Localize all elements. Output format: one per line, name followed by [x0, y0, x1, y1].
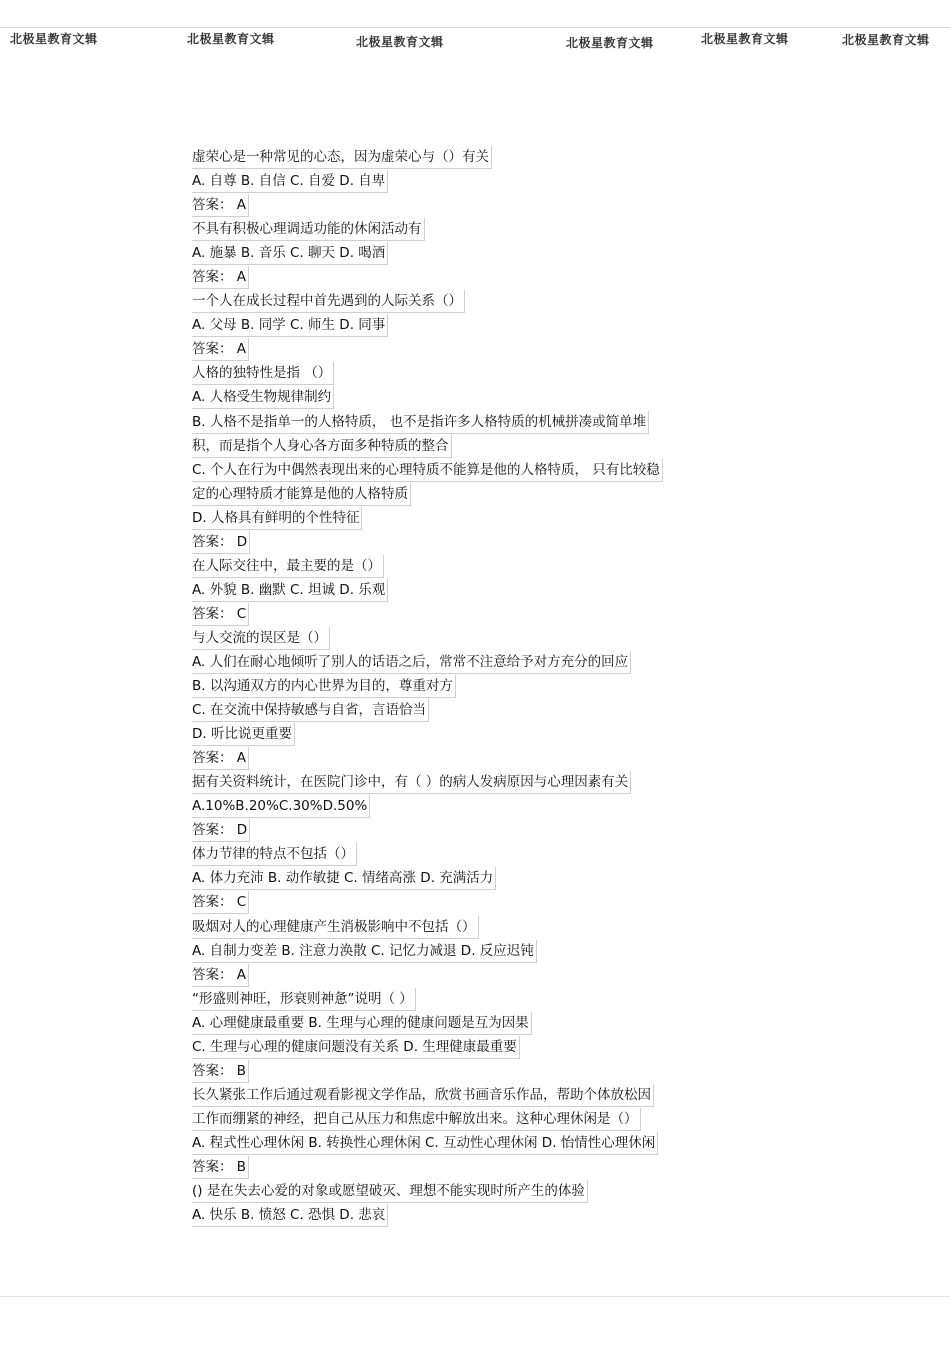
question-option: 定的心理特质才能算是他的人格特质	[192, 483, 772, 507]
answer-line: 答案： A	[192, 964, 772, 988]
question-options: A. 自制力变差 B. 注意力涣散 C. 记忆力减退 D. 反应迟钝	[192, 940, 772, 964]
question-options: A. 父母 B. 同学 C. 师生 D. 同事	[192, 314, 772, 338]
answer-line: 答案： A	[192, 194, 772, 218]
question-option: D. 听比说更重要	[192, 723, 772, 747]
answer-line: 答案： D	[192, 819, 772, 843]
question-options: A. 施暴 B. 音乐 C. 聊天 D. 喝酒	[192, 242, 772, 266]
question-options: C. 生理与心理的健康问题没有关系 D. 生理健康最重要	[192, 1036, 772, 1060]
answer-line: 答案： D	[192, 531, 772, 555]
question-text: 在人际交往中，最主要的是（）	[192, 555, 772, 579]
question-options: A. 体力充沛 B. 动作敏捷 C. 情绪高涨 D. 充满活力	[192, 867, 772, 891]
question-text: 工作而绷紧的神经，把自己从压力和焦虑中解放出来。这种心理休闲是（）	[192, 1108, 772, 1132]
header-watermark: 北极星教育文辑	[566, 36, 654, 50]
page-footer	[0, 1280, 950, 1320]
question-text: () 是在失去心爱的对象或愿望破灭、理想不能实现时所产生的体验	[192, 1180, 772, 1204]
header-watermark: 北极星教育文辑	[10, 32, 98, 46]
question-text: 不具有积极心理调适功能的休闲活动有	[192, 218, 772, 242]
question-text: 据有关资料统计，在医院门诊中，有（ ）的病人发病原因与心理因素有关	[192, 771, 772, 795]
question-text: 吸烟对人的心理健康产生消极影响中不包括（）	[192, 916, 772, 940]
answer-line: 答案： B	[192, 1060, 772, 1084]
question-option: A. 人们在耐心地倾听了别人的话语之后，常常不注意给予对方充分的回应	[192, 651, 772, 675]
question-option: B. 以沟通双方的内心世界为目的，尊重对方	[192, 675, 772, 699]
question-options: A. 心理健康最重要 B. 生理与心理的健康问题是互为因果	[192, 1012, 772, 1036]
question-text: 长久紧张工作后通过观看影视文学作品，欣赏书画音乐作品，帮助个体放松因	[192, 1084, 772, 1108]
question-option: C. 在交流中保持敏感与自省，言语恰当	[192, 699, 772, 723]
question-option: D. 人格具有鲜明的个性特征	[192, 507, 772, 531]
answer-line: 答案： A	[192, 747, 772, 771]
header-divider	[0, 27, 950, 28]
answer-line: 答案： B	[192, 1156, 772, 1180]
header-watermark: 北极星教育文辑	[701, 32, 789, 46]
header-watermark: 北极星教育文辑	[842, 33, 930, 47]
question-text: “形盛则神旺，形衰则神惫”说明（ ）	[192, 988, 772, 1012]
question-text: 人格的独特性是指 （）	[192, 362, 772, 386]
header-watermark: 北极星教育文辑	[187, 32, 275, 46]
header-watermark: 北极星教育文辑	[356, 35, 444, 49]
question-text: 体力节律的特点不包括（）	[192, 843, 772, 867]
question-text: 与人交流的误区是（）	[192, 627, 772, 651]
answer-line: 答案： A	[192, 338, 772, 362]
question-options: A. 程式性心理休闲 B. 转换性心理休闲 C. 互动性心理休闲 D. 怡情性心理休闲	[192, 1132, 772, 1156]
question-text: 虚荣心是一种常见的心态，因为虚荣心与（）有关	[192, 146, 772, 170]
answer-line: 答案： A	[192, 266, 772, 290]
answer-line: 答案： C	[192, 603, 772, 627]
page-header	[0, 0, 950, 60]
question-option: 积，而是指个人身心各方面多种特质的整合	[192, 435, 772, 459]
footer-divider	[0, 1296, 950, 1297]
question-text: 一个人在成长过程中首先遇到的人际关系（）	[192, 290, 772, 314]
question-option: A. 人格受生物规律制约	[192, 386, 772, 410]
question-option: B. 人格不是指单一的人格特质， 也不是指许多人格特质的机械拼凑或简单堆	[192, 411, 772, 435]
question-options: A. 快乐 B. 愤怒 C. 恐惧 D. 悲哀	[192, 1204, 772, 1228]
question-option: C. 个人在行为中偶然表现出来的心理特质不能算是他的人格特质， 只有比较稳	[192, 459, 772, 483]
question-options: A.10%B.20%C.30%D.50%	[192, 795, 772, 819]
question-options: A. 外貌 B. 幽默 C. 坦诚 D. 乐观	[192, 579, 772, 603]
answer-line: 答案： C	[192, 891, 772, 915]
document-body	[192, 146, 772, 1228]
question-options: A. 自尊 B. 自信 C. 自爱 D. 自卑	[192, 170, 772, 194]
